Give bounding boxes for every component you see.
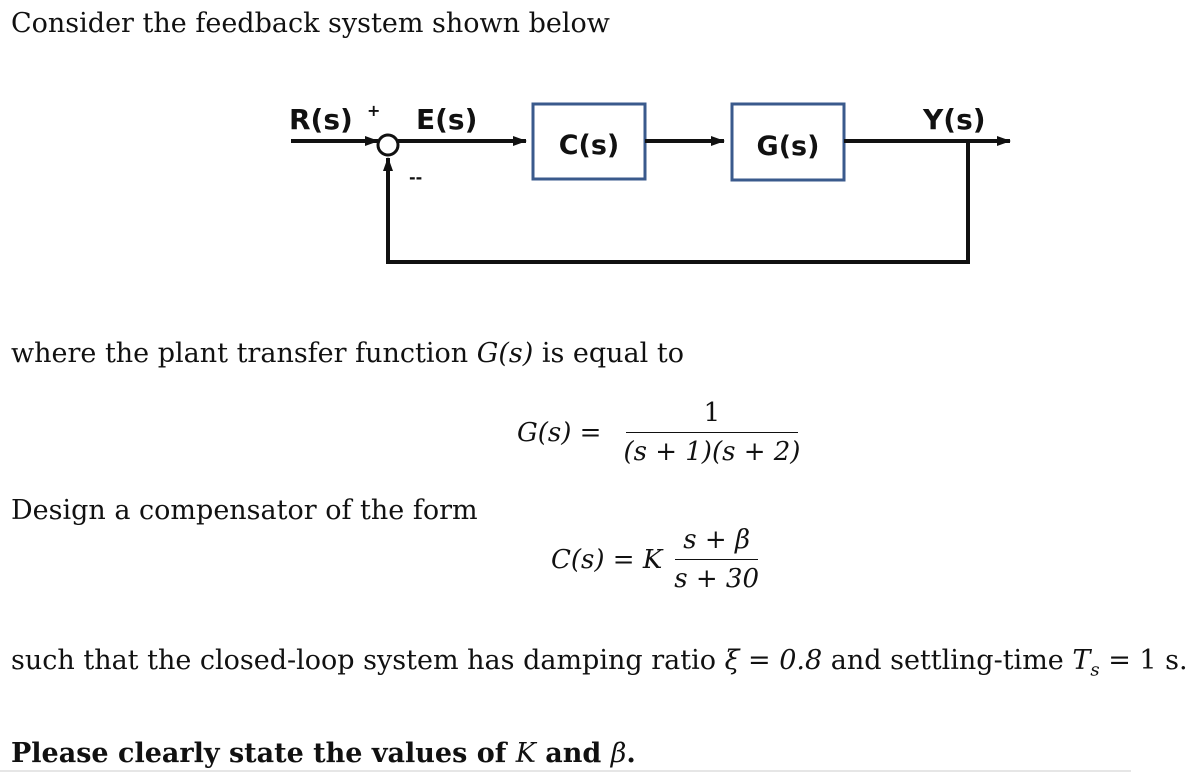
plant-numerator: 1 xyxy=(626,398,798,433)
plant-fraction xyxy=(615,398,808,467)
plant-sentence-suffix: is equal to xyxy=(533,338,684,369)
feedback-block-diagram xyxy=(0,0,1131,300)
spec-settling-symbol: T xyxy=(1072,645,1091,676)
design-sentence: Design a compensator of the form xyxy=(11,495,478,526)
spec-prefix: such that the closed-loop system has damping ratio xyxy=(11,645,725,676)
plant-sentence-prefix: where the plant transfer function xyxy=(11,338,477,369)
plant-symbol: G(s) xyxy=(476,338,534,369)
intro-text: Consider the feedback system shown below xyxy=(11,8,610,39)
summing-junction xyxy=(378,135,398,155)
feedback-path xyxy=(388,141,968,262)
request-sentence xyxy=(11,740,636,767)
spec-settling-sub: s xyxy=(1090,659,1100,681)
error-label: E(s) xyxy=(416,103,478,136)
compensator-equation-lhs: C(s) = K xyxy=(551,544,663,575)
compensator-numerator: s + β xyxy=(675,525,758,560)
request-end: . xyxy=(626,738,636,769)
plant-block-label: G(s) xyxy=(756,131,820,162)
plant-equation xyxy=(517,398,812,467)
request-k: K xyxy=(515,738,536,769)
plant-sentence xyxy=(11,340,684,367)
plus-sign: + xyxy=(367,101,381,120)
spec-sentence xyxy=(11,647,1188,679)
spec-middle: and settling-time xyxy=(822,645,1073,676)
spec-damping: ξ = 0.8 xyxy=(724,645,823,676)
plant-denominator: (s + 1)(s + 2) xyxy=(623,437,801,467)
input-label: R(s) xyxy=(289,103,353,136)
spec-settling: = 1 s. xyxy=(1108,645,1188,676)
request-and: and xyxy=(535,738,611,769)
request-prefix: Please clearly state the values of xyxy=(11,738,516,769)
request-beta: β xyxy=(610,738,627,769)
compensator-denominator: s + 30 xyxy=(674,564,760,594)
plant-equation-lhs: G(s) = xyxy=(517,417,602,448)
compensator-fraction xyxy=(666,525,767,594)
controller-block-label: C(s) xyxy=(558,130,620,161)
output-label: Y(s) xyxy=(923,103,986,136)
compensator-equation xyxy=(551,525,771,594)
minus-sign: -- xyxy=(409,168,423,187)
